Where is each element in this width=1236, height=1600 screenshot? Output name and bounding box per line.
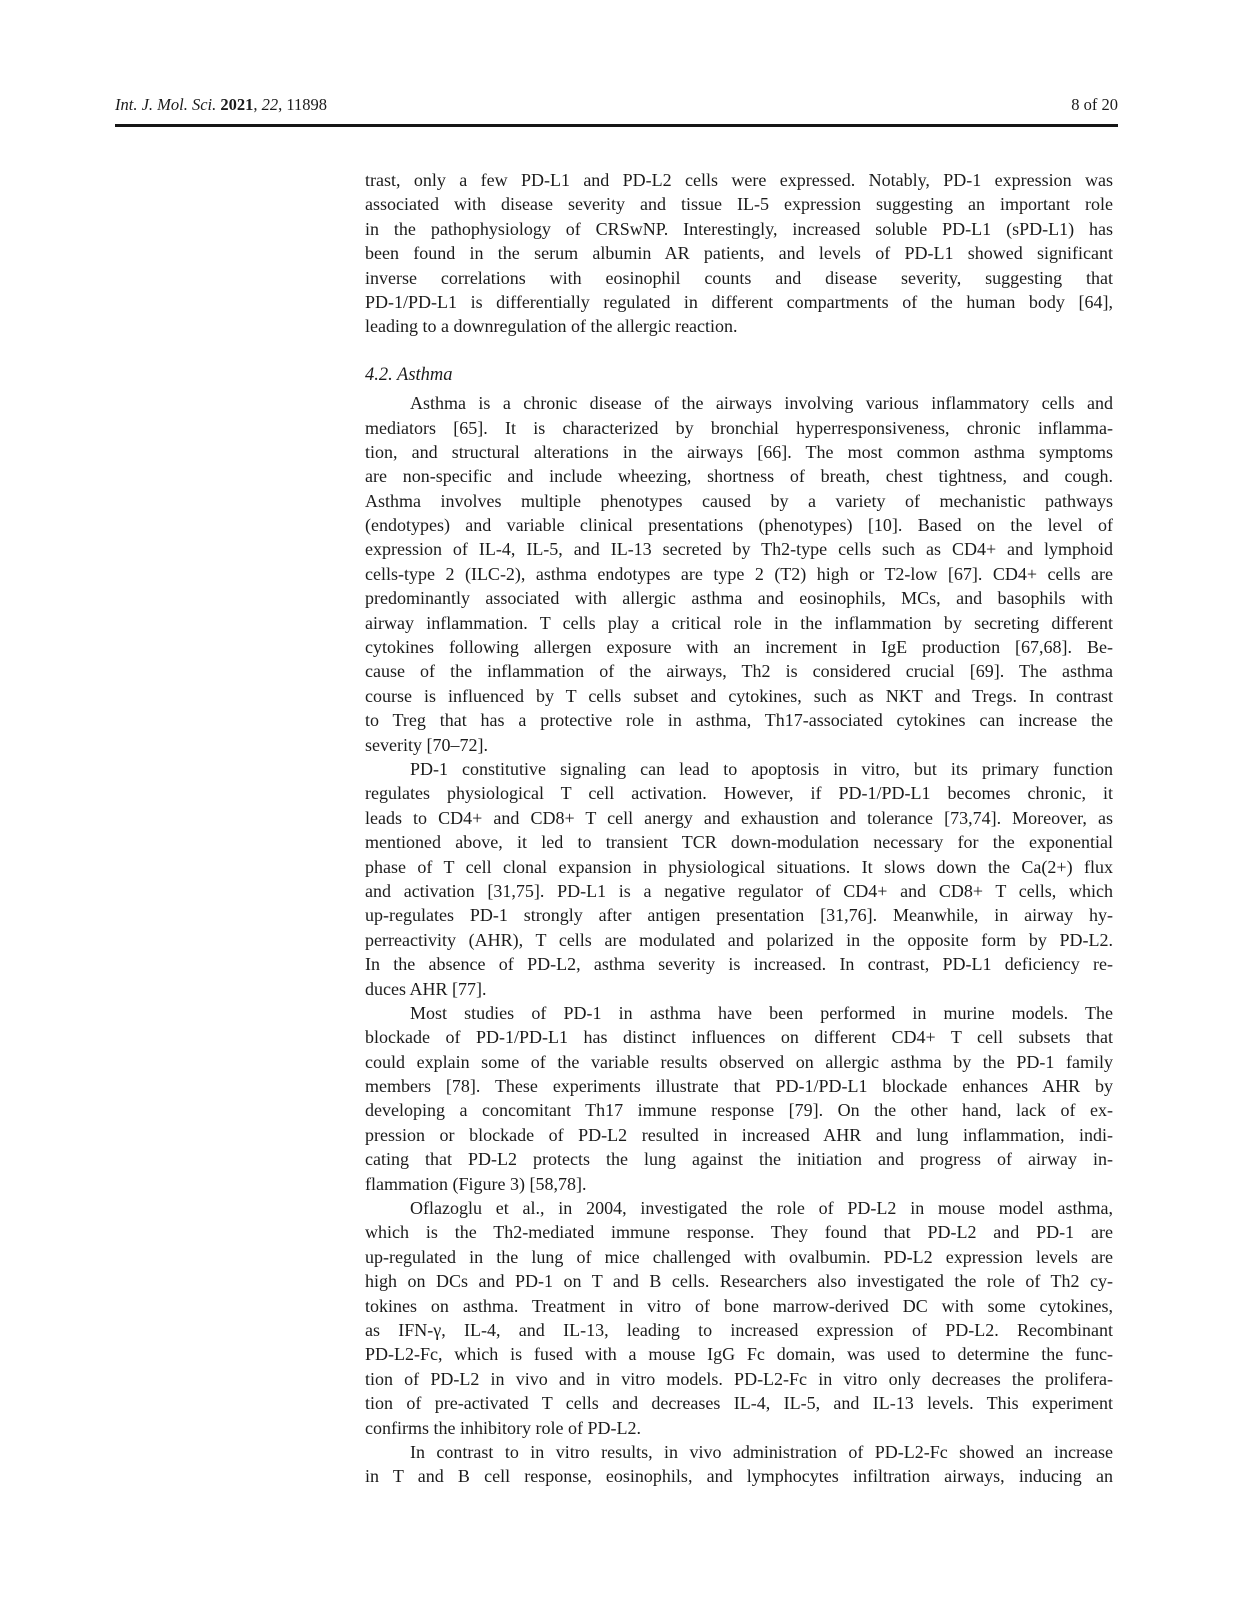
page-number: 8 of 20 — [1071, 95, 1118, 114]
text-line: cytokines following allergen exposure with an increment in IgE production [67,68]. Be- — [365, 637, 1113, 658]
text-line: and activation [31,75]. PD-L1 is a negative regulator of CD4+ and CD8+ T cells, which — [365, 880, 1113, 901]
text-line: flammation (Figure 3) [58,78]. — [365, 1173, 587, 1194]
text-line: which is the Th2-mediated immune response. They found that PD-L2 and PD-1 are — [365, 1222, 1113, 1243]
text-line: airway inflammation. T cells play a critical role in the inflammation by secreting different — [365, 612, 1113, 633]
paragraph — [365, 757, 1113, 1001]
text-line: phase of T cell clonal expansion in physiological situations. It slows down the Ca(2+) flux — [365, 856, 1113, 877]
text-line: tokines on asthma. Treatment in vitro of bone marrow-derived DC with some cytokines, — [365, 1295, 1113, 1316]
text-line: could explain some of the variable results observed on allergic asthma by the PD-1 family — [365, 1051, 1113, 1072]
text-line: leading to a downregulation of the allergic reaction. — [365, 316, 738, 337]
text-line: expression of IL-4, IL-5, and IL-13 secreted by Th2-type cells such as CD4+ and lymphoid — [365, 539, 1113, 560]
citation-part: Int. J. Mol. Sci. — [115, 95, 221, 114]
section-heading: 4.2. Asthma — [365, 364, 453, 385]
paragraph — [365, 1001, 1113, 1196]
text-line: course is influenced by T cells subset and cytokines, such as NKT and Tregs. In contrast — [365, 685, 1113, 706]
text-line: leads to CD4+ and CD8+ T cell anergy and exhaustion and tolerance [73,74]. Moreover, as — [365, 807, 1113, 828]
text-line: in the pathophysiology of CRSwNP. Interestingly, increased soluble PD-L1 (sPD-L1) has — [365, 218, 1113, 239]
text-line: high on DCs and PD-1 on T and B cells. Researchers also investigated the role of Th2 cy- — [365, 1271, 1113, 1292]
text-line: cells-type 2 (ILC-2), asthma endotypes are type 2 (T2) high or T2-low [67]. CD4+ cells are — [365, 563, 1113, 584]
text-line: pression or blockade of PD-L2 resulted in increased AHR and lung inflammation, indi- — [365, 1124, 1113, 1145]
text-line: predominantly associated with allergic asthma and eosinophils, MCs, and basophils with — [365, 588, 1113, 609]
text-line: associated with disease severity and tissue IL-5 expression suggesting an important role — [365, 194, 1113, 215]
text-line: Most studies of PD-1 in asthma have been performed in murine models. The — [410, 1002, 1113, 1023]
text-line: tion of pre-activated T cells and decreases IL-4, IL-5, and IL-13 levels. This experiment — [365, 1393, 1113, 1414]
text-line: Asthma is a chronic disease of the airways involving various inflammatory cells and — [410, 393, 1113, 414]
paragraph — [365, 1440, 1113, 1489]
text-line: been found in the serum albumin AR patients, and levels of PD-L1 showed significant — [365, 243, 1113, 264]
text-line: blockade of PD-1/PD-L1 has distinct influences on different CD4+ T cell subsets that — [365, 1027, 1113, 1048]
text-line: members [78]. These experiments illustrate that PD-1/PD-L1 blockade enhances AHR by — [365, 1076, 1113, 1097]
text-line: perreactivity (AHR), T cells are modulated and polarized in the opposite form by PD-L2. — [365, 929, 1113, 950]
paragraph — [365, 391, 1113, 757]
text-line: as IFN-γ, IL-4, and IL-13, leading to increased expression of PD-L2. Recombinant — [365, 1319, 1113, 1340]
text-line: inverse correlations with eosinophil counts and disease severity, suggesting that — [365, 267, 1113, 288]
citation-part: 22 — [261, 95, 279, 114]
text-line: PD-1/PD-L1 is differentially regulated in different compartments of the human body [64], — [365, 291, 1113, 312]
text-line: In contrast to in vitro results, in vivo administration of PD-L2-Fc showed an increase — [410, 1441, 1113, 1462]
text-line: In the absence of PD-L2, asthma severity is increased. In contrast, PD-L1 deficiency re- — [365, 954, 1113, 975]
citation-part: , — [253, 95, 262, 114]
text-line: Asthma involves multiple phenotypes caused by a variety of mechanistic pathways — [365, 490, 1113, 511]
text-line: tion of PD-L2 in vivo and in vitro models. PD-L2-Fc in vitro only decreases the prolifera- — [365, 1368, 1113, 1389]
text-line: Oflazoglu et al., in 2004, investigated the role of PD-L2 in mouse model asthma, — [410, 1198, 1113, 1219]
text-line: developing a concomitant Th17 immune response [79]. On the other hand, lack of ex- — [365, 1100, 1113, 1121]
text-line: duces AHR [77]. — [365, 978, 487, 999]
text-line: PD-1 constitutive signaling can lead to apoptosis in vitro, but its primary function — [410, 758, 1113, 779]
citation-part: 2021 — [220, 95, 254, 114]
text-line: cause of the inflammation of the airways, Th2 is considered crucial [69]. The asthma — [365, 661, 1113, 682]
text-line: to Treg that has a protective role in asthma, Th17-associated cytokines can increase the — [365, 710, 1113, 731]
text-line: tion, and structural alterations in the airways [66]. The most common asthma symptoms — [365, 441, 1113, 462]
text-line: mediators [65]. It is characterized by bronchial hyperresponsiveness, chronic inflamma- — [365, 417, 1113, 438]
paragraph — [365, 1196, 1113, 1440]
text-line: confirms the inhibitory role of PD-L2. — [365, 1417, 641, 1438]
text-line: severity [70–72]. — [365, 734, 488, 755]
header-rule — [115, 124, 1118, 127]
text-line: up-regulates PD-1 strongly after antigen presentation [31,76]. Meanwhile, in airway hy- — [365, 905, 1113, 926]
text-line: in T and B cell response, eosinophils, and lymphocytes infiltration airways, inducing an — [365, 1466, 1113, 1487]
citation-part: , 11898 — [278, 95, 328, 114]
running-head — [115, 94, 1118, 115]
text-line: (endotypes) and variable clinical presentations (phenotypes) [10]. Based on the level of — [365, 515, 1113, 536]
article-body — [365, 168, 1113, 1489]
text-line: regulates physiological T cell activation. However, if PD-1/PD-L1 becomes chronic, it — [365, 783, 1113, 804]
text-line: are non-specific and include wheezing, shortness of breath, chest tightness, and cough. — [365, 466, 1113, 487]
text-line: PD-L2-Fc, which is fused with a mouse IgG Fc domain, was used to determine the func- — [365, 1344, 1113, 1365]
text-line: cating that PD-L2 protects the lung against the initiation and progress of airway in- — [365, 1149, 1113, 1170]
text-line: trast, only a few PD-L1 and PD-L2 cells were expressed. Notably, PD-1 expression was — [365, 170, 1113, 190]
paragraph — [365, 168, 1113, 339]
text-line: mentioned above, it led to transient TCR down-modulation necessary for the exponential — [365, 832, 1113, 853]
text-line: up-regulated in the lung of mice challenged with ovalbumin. PD-L2 expression levels are — [365, 1246, 1113, 1267]
journal-citation — [115, 94, 327, 115]
